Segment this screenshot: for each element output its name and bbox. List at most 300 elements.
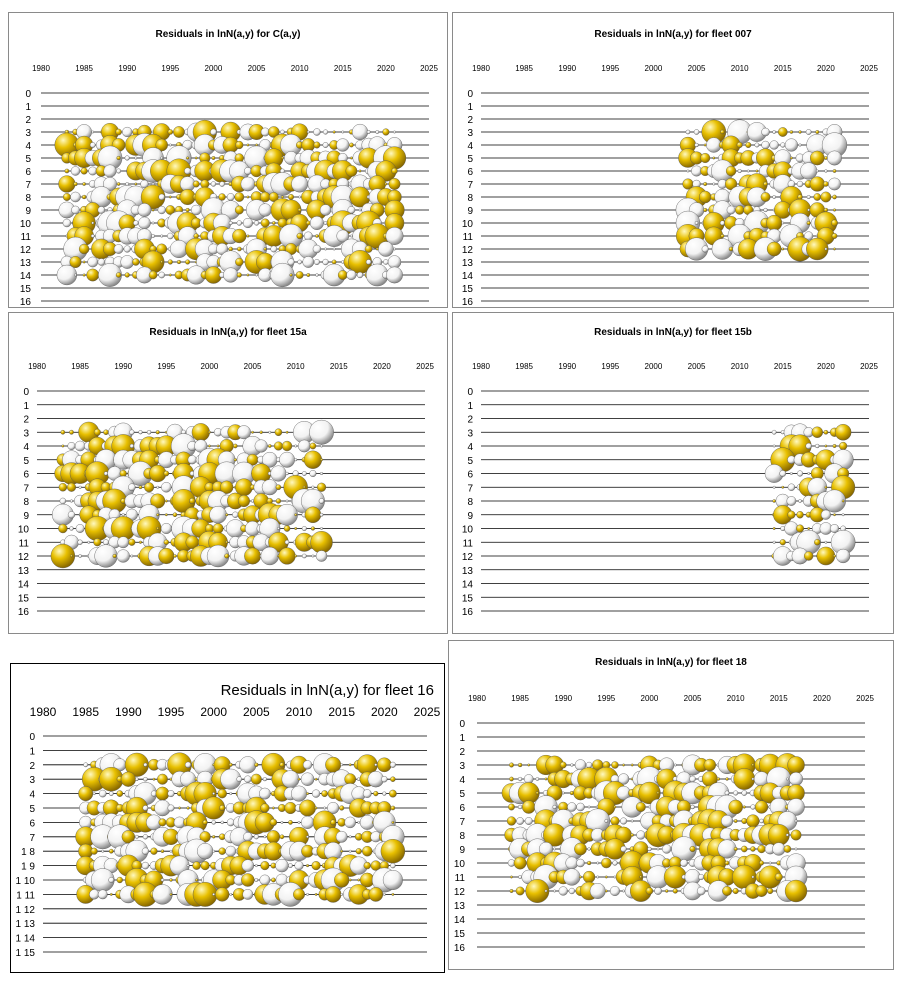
positive-residual-bubble bbox=[359, 170, 361, 172]
negative-residual-bubble bbox=[298, 440, 310, 452]
negative-residual-bubble bbox=[383, 893, 385, 895]
positive-residual-bubble bbox=[65, 169, 69, 173]
positive-residual-bubble bbox=[157, 527, 159, 529]
negative-residual-bubble bbox=[336, 139, 349, 152]
chart-panel-fleet-18 bbox=[448, 640, 894, 970]
negative-residual-bubble bbox=[294, 458, 297, 461]
positive-residual-bubble bbox=[215, 887, 229, 901]
negative-residual-bubble bbox=[697, 887, 705, 895]
positive-residual-bubble bbox=[152, 209, 154, 211]
positive-residual-bubble bbox=[741, 846, 747, 852]
negative-residual-bubble bbox=[116, 169, 121, 174]
y-tick-label: 10 bbox=[461, 524, 473, 536]
y-tick-label: 5 bbox=[467, 455, 473, 467]
x-tick-label: 1985 bbox=[515, 64, 534, 73]
positive-residual-bubble bbox=[833, 169, 836, 172]
positive-residual-bubble bbox=[260, 192, 270, 202]
chart-title: Residuals in lnN(a,y) for C(a,y) bbox=[155, 29, 301, 40]
positive-residual-bubble bbox=[332, 260, 336, 264]
negative-residual-bubble bbox=[161, 878, 164, 881]
negative-residual-bubble bbox=[786, 778, 788, 780]
bubble-chart-fleet-007 bbox=[453, 13, 894, 308]
positive-residual-bubble bbox=[235, 206, 243, 214]
positive-residual-bubble bbox=[364, 862, 371, 869]
negative-residual-bubble bbox=[160, 235, 163, 238]
negative-residual-bubble bbox=[139, 430, 143, 434]
negative-residual-bubble bbox=[306, 836, 308, 838]
positive-residual-bubble bbox=[350, 157, 352, 159]
negative-residual-bubble bbox=[393, 131, 395, 133]
positive-residual-bubble bbox=[321, 790, 327, 796]
negative-residual-bubble bbox=[342, 131, 344, 133]
positive-residual-bubble bbox=[611, 762, 618, 769]
positive-residual-bubble bbox=[94, 538, 102, 546]
x-tick-label: 2025 bbox=[860, 362, 878, 371]
negative-residual-bubble bbox=[393, 248, 395, 250]
positive-residual-bubble bbox=[735, 206, 744, 215]
chart-panel-fleet-007 bbox=[452, 12, 894, 308]
positive-residual-bubble bbox=[631, 764, 633, 766]
positive-residual-bubble bbox=[807, 221, 811, 225]
positive-residual-bubble bbox=[83, 261, 85, 263]
negative-residual-bubble bbox=[636, 831, 645, 840]
y-tick-label: 2 bbox=[23, 414, 29, 426]
y-tick-label: 2 bbox=[25, 115, 31, 126]
negative-residual-bubble bbox=[161, 157, 163, 159]
positive-residual-bubble bbox=[247, 196, 249, 198]
positive-residual-bubble bbox=[330, 820, 335, 825]
negative-residual-bubble bbox=[738, 169, 742, 173]
negative-residual-bubble bbox=[525, 817, 532, 824]
x-tick-label: 1980 bbox=[28, 362, 46, 371]
positive-residual-bubble bbox=[178, 807, 180, 809]
positive-residual-bubble bbox=[810, 151, 824, 165]
negative-residual-bubble bbox=[762, 141, 770, 149]
positive-residual-bubble bbox=[173, 554, 176, 557]
negative-residual-bubble bbox=[211, 182, 216, 187]
positive-residual-bubble bbox=[268, 444, 271, 447]
negative-residual-bubble bbox=[307, 131, 309, 133]
x-tick-label: 2010 bbox=[286, 362, 305, 371]
positive-residual-bubble bbox=[657, 792, 659, 794]
negative-residual-bubble bbox=[654, 887, 661, 894]
y-tick-label: 15 bbox=[461, 284, 473, 295]
negative-residual-bubble bbox=[99, 790, 106, 797]
positive-residual-bubble bbox=[303, 486, 305, 488]
positive-residual-bubble bbox=[62, 445, 64, 447]
negative-residual-bubble bbox=[117, 550, 130, 563]
positive-residual-bubble bbox=[244, 548, 260, 564]
negative-residual-bubble bbox=[310, 216, 323, 229]
negative-residual-bubble bbox=[294, 445, 296, 447]
x-tick-label: 1995 bbox=[601, 64, 620, 73]
negative-residual-bubble bbox=[576, 859, 584, 867]
x-tick-label: 1990 bbox=[114, 362, 133, 371]
positive-residual-bubble bbox=[241, 874, 254, 887]
y-tick-label: 9 bbox=[467, 206, 473, 217]
positive-residual-bubble bbox=[83, 182, 86, 185]
negative-residual-bubble bbox=[281, 821, 283, 823]
y-tick-label: 14 bbox=[461, 579, 473, 591]
negative-residual-bubble bbox=[647, 847, 651, 851]
positive-residual-bubble bbox=[785, 880, 807, 902]
positive-residual-bubble bbox=[251, 431, 253, 433]
negative-residual-bubble bbox=[815, 444, 819, 448]
positive-residual-bubble bbox=[165, 514, 167, 516]
negative-residual-bubble bbox=[657, 848, 659, 850]
negative-residual-bubble bbox=[780, 143, 785, 148]
positive-residual-bubble bbox=[103, 430, 108, 435]
negative-residual-bubble bbox=[151, 234, 154, 237]
positive-residual-bubble bbox=[646, 887, 653, 894]
positive-residual-bubble bbox=[185, 260, 190, 265]
bubble-chart-fleet-16 bbox=[11, 664, 445, 973]
y-tick-label: 6 bbox=[25, 167, 31, 178]
positive-residual-bubble bbox=[294, 555, 296, 557]
positive-residual-bubble bbox=[305, 507, 321, 523]
negative-residual-bubble bbox=[75, 441, 85, 451]
y-tick-label: 0 bbox=[23, 387, 29, 398]
positive-residual-bubble bbox=[158, 548, 174, 564]
positive-residual-bubble bbox=[117, 791, 123, 797]
negative-residual-bubble bbox=[76, 524, 84, 532]
positive-residual-bubble bbox=[560, 762, 566, 768]
chart-panel-fleet-15a bbox=[8, 312, 448, 634]
chart-title: Residuals in lnN(a,y) for fleet 16 bbox=[220, 682, 434, 699]
positive-residual-bubble bbox=[304, 451, 322, 469]
positive-residual-bubble bbox=[812, 427, 823, 438]
negative-residual-bubble bbox=[366, 259, 371, 264]
positive-residual-bubble bbox=[640, 876, 642, 878]
x-tick-label: 2010 bbox=[730, 362, 749, 371]
negative-residual-bubble bbox=[605, 819, 608, 822]
negative-residual-bubble bbox=[383, 259, 388, 264]
negative-residual-bubble bbox=[750, 805, 755, 810]
x-tick-label: 1995 bbox=[161, 64, 180, 73]
positive-residual-bubble bbox=[345, 774, 356, 785]
positive-residual-bubble bbox=[161, 850, 164, 853]
negative-residual-bubble bbox=[319, 498, 324, 503]
negative-residual-bubble bbox=[320, 205, 331, 216]
negative-residual-bubble bbox=[153, 884, 173, 904]
negative-residual-bubble bbox=[694, 129, 699, 134]
negative-residual-bubble bbox=[733, 791, 738, 796]
negative-residual-bubble bbox=[713, 183, 716, 186]
positive-residual-bubble bbox=[804, 552, 813, 561]
negative-residual-bubble bbox=[825, 248, 827, 250]
positive-residual-bubble bbox=[729, 800, 743, 814]
negative-residual-bubble bbox=[320, 527, 322, 529]
positive-residual-bubble bbox=[165, 500, 167, 502]
y-tick-label: 2 bbox=[467, 414, 473, 426]
positive-residual-bubble bbox=[82, 195, 86, 199]
negative-residual-bubble bbox=[103, 539, 109, 545]
negative-residual-bubble bbox=[795, 820, 797, 822]
positive-residual-bubble bbox=[601, 858, 611, 868]
negative-residual-bubble bbox=[242, 860, 254, 872]
positive-residual-bubble bbox=[673, 889, 678, 894]
x-tick-label: 2010 bbox=[726, 694, 745, 703]
positive-residual-bubble bbox=[704, 759, 716, 771]
negative-residual-bubble bbox=[243, 832, 252, 841]
positive-residual-bubble bbox=[349, 764, 351, 766]
negative-residual-bubble bbox=[138, 217, 150, 229]
negative-residual-bubble bbox=[559, 887, 568, 896]
negative-residual-bubble bbox=[569, 888, 575, 894]
positive-residual-bubble bbox=[173, 513, 177, 517]
y-tick-label: 1 9 bbox=[21, 861, 35, 873]
positive-residual-bubble bbox=[186, 208, 190, 212]
positive-residual-bubble bbox=[225, 513, 228, 516]
positive-residual-bubble bbox=[135, 183, 137, 185]
y-tick-label: 13 bbox=[19, 258, 31, 269]
y-tick-label: 7 bbox=[29, 832, 35, 844]
negative-residual-bubble bbox=[836, 549, 850, 563]
negative-residual-bubble bbox=[621, 846, 627, 852]
positive-residual-bubble bbox=[79, 244, 89, 254]
y-tick-label: 15 bbox=[453, 929, 465, 940]
positive-residual-bubble bbox=[233, 444, 237, 448]
positive-residual-bubble bbox=[839, 442, 847, 450]
negative-residual-bubble bbox=[212, 820, 216, 824]
positive-residual-bubble bbox=[605, 876, 607, 878]
y-tick-label: 8 bbox=[467, 193, 473, 204]
x-tick-label: 1980 bbox=[468, 694, 486, 703]
positive-residual-bubble bbox=[132, 258, 139, 265]
negative-residual-bubble bbox=[789, 772, 802, 785]
negative-residual-bubble bbox=[91, 234, 94, 237]
negative-residual-bubble bbox=[170, 850, 172, 852]
negative-residual-bubble bbox=[382, 792, 386, 796]
negative-residual-bubble bbox=[255, 864, 257, 866]
positive-residual-bubble bbox=[536, 792, 539, 795]
positive-residual-bubble bbox=[824, 430, 828, 434]
positive-residual-bubble bbox=[389, 178, 400, 189]
positive-residual-bubble bbox=[81, 168, 88, 175]
negative-residual-bubble bbox=[78, 540, 83, 545]
negative-residual-bubble bbox=[302, 471, 306, 475]
bubble-chart-fleet-18 bbox=[449, 641, 894, 970]
negative-residual-bubble bbox=[698, 874, 704, 880]
positive-residual-bubble bbox=[787, 756, 804, 773]
positive-residual-bubble bbox=[298, 778, 300, 780]
positive-residual-bubble bbox=[767, 242, 781, 256]
positive-residual-bubble bbox=[780, 539, 786, 545]
positive-residual-bubble bbox=[234, 458, 237, 461]
negative-residual-bubble bbox=[320, 472, 323, 475]
positive-residual-bubble bbox=[756, 885, 767, 896]
y-tick-label: 2 bbox=[459, 747, 465, 758]
positive-residual-bubble bbox=[756, 170, 758, 172]
y-tick-label: 0 bbox=[467, 387, 473, 398]
negative-residual-bubble bbox=[367, 130, 370, 133]
negative-residual-bubble bbox=[142, 848, 149, 855]
negative-residual-bubble bbox=[340, 764, 342, 766]
x-tick-label: 1985 bbox=[511, 694, 530, 703]
positive-residual-bubble bbox=[389, 790, 396, 797]
negative-residual-bubble bbox=[70, 527, 74, 531]
x-tick-label: 2005 bbox=[242, 705, 270, 719]
positive-residual-bubble bbox=[320, 459, 322, 461]
positive-residual-bubble bbox=[276, 485, 281, 490]
negative-residual-bubble bbox=[125, 156, 130, 161]
negative-residual-bubble bbox=[588, 848, 591, 851]
x-tick-label: 2025 bbox=[416, 362, 434, 371]
negative-residual-bubble bbox=[795, 848, 797, 850]
positive-residual-bubble bbox=[312, 861, 321, 870]
y-tick-label: 6 bbox=[29, 818, 35, 830]
positive-residual-bubble bbox=[129, 539, 136, 546]
bubble-chart-fleet-15a bbox=[9, 313, 448, 634]
positive-residual-bubble bbox=[807, 527, 809, 529]
negative-residual-bubble bbox=[237, 777, 242, 782]
x-tick-label: 1990 bbox=[558, 64, 577, 73]
x-tick-label: 1985 bbox=[72, 705, 100, 719]
negative-residual-bubble bbox=[799, 144, 802, 147]
positive-residual-bubble bbox=[373, 791, 378, 796]
positive-residual-bubble bbox=[790, 157, 792, 159]
x-tick-label: 2010 bbox=[730, 64, 749, 73]
x-tick-label: 2005 bbox=[687, 64, 706, 73]
y-tick-label: 16 bbox=[19, 297, 31, 308]
positive-residual-bubble bbox=[766, 215, 782, 231]
positive-residual-bubble bbox=[285, 802, 297, 814]
positive-residual-bubble bbox=[156, 787, 169, 800]
negative-residual-bubble bbox=[727, 206, 735, 214]
negative-residual-bubble bbox=[764, 208, 768, 212]
negative-residual-bubble bbox=[352, 124, 368, 140]
x-tick-label: 1990 bbox=[118, 64, 137, 73]
x-tick-label: 1995 bbox=[157, 705, 185, 719]
negative-residual-bubble bbox=[70, 192, 80, 202]
negative-residual-bubble bbox=[275, 859, 288, 872]
positive-residual-bubble bbox=[514, 857, 526, 869]
negative-residual-bubble bbox=[135, 835, 138, 838]
y-tick-label: 11 bbox=[20, 232, 31, 243]
negative-residual-bubble bbox=[680, 859, 687, 866]
positive-residual-bubble bbox=[722, 886, 731, 895]
positive-residual-bubble bbox=[288, 194, 294, 200]
negative-residual-bubble bbox=[244, 776, 251, 783]
y-tick-label: 4 bbox=[459, 775, 465, 786]
y-tick-label: 4 bbox=[25, 141, 31, 152]
positive-residual-bubble bbox=[59, 483, 67, 491]
positive-residual-bubble bbox=[799, 131, 802, 134]
positive-residual-bubble bbox=[159, 819, 166, 826]
negative-residual-bubble bbox=[102, 850, 104, 852]
negative-residual-bubble bbox=[118, 537, 129, 548]
x-tick-label: 2020 bbox=[370, 705, 398, 719]
negative-residual-bubble bbox=[312, 790, 320, 798]
positive-residual-bubble bbox=[700, 153, 710, 163]
positive-residual-bubble bbox=[187, 807, 190, 810]
negative-residual-bubble bbox=[121, 255, 134, 268]
negative-residual-bubble bbox=[695, 221, 698, 224]
positive-residual-bubble bbox=[306, 864, 309, 867]
y-tick-label: 16 bbox=[453, 943, 465, 954]
negative-residual-bubble bbox=[390, 863, 395, 868]
negative-residual-bubble bbox=[264, 836, 266, 838]
positive-residual-bubble bbox=[225, 541, 227, 543]
y-tick-label: 3 bbox=[467, 428, 473, 440]
positive-residual-bubble bbox=[192, 423, 210, 441]
negative-residual-bubble bbox=[690, 776, 696, 782]
positive-residual-bubble bbox=[824, 156, 827, 159]
negative-residual-bubble bbox=[516, 817, 523, 824]
positive-residual-bubble bbox=[254, 763, 258, 767]
y-tick-label: 12 bbox=[17, 552, 29, 563]
negative-residual-bubble bbox=[553, 848, 555, 850]
positive-residual-bubble bbox=[194, 234, 199, 239]
negative-residual-bubble bbox=[277, 527, 279, 529]
positive-residual-bubble bbox=[391, 806, 395, 810]
positive-residual-bubble bbox=[778, 127, 787, 136]
negative-residual-bubble bbox=[89, 890, 99, 900]
y-tick-label: 6 bbox=[23, 469, 29, 481]
positive-residual-bubble bbox=[509, 763, 514, 768]
positive-residual-bubble bbox=[570, 791, 574, 795]
negative-residual-bubble bbox=[79, 554, 82, 557]
y-tick-label: 16 bbox=[461, 607, 473, 618]
positive-residual-bubble bbox=[516, 887, 524, 895]
y-tick-label: 3 bbox=[25, 128, 31, 139]
negative-residual-bubble bbox=[518, 777, 522, 781]
negative-residual-bubble bbox=[212, 850, 214, 852]
negative-residual-bubble bbox=[314, 259, 320, 265]
x-tick-label: 2015 bbox=[333, 64, 352, 73]
positive-residual-bubble bbox=[279, 548, 296, 565]
positive-residual-bubble bbox=[713, 157, 715, 159]
positive-residual-bubble bbox=[235, 192, 244, 201]
negative-residual-bubble bbox=[797, 471, 803, 477]
y-tick-label: 3 bbox=[23, 428, 29, 440]
positive-residual-bubble bbox=[796, 525, 804, 533]
x-tick-label: 2010 bbox=[290, 64, 309, 73]
positive-residual-bubble bbox=[212, 835, 215, 838]
x-tick-label: 2005 bbox=[247, 64, 266, 73]
positive-residual-bubble bbox=[117, 877, 123, 883]
negative-residual-bubble bbox=[695, 143, 699, 147]
negative-residual-bubble bbox=[243, 889, 253, 899]
negative-residual-bubble bbox=[773, 195, 776, 198]
negative-residual-bubble bbox=[138, 203, 151, 216]
positive-residual-bubble bbox=[271, 878, 275, 882]
positive-residual-bubble bbox=[725, 861, 729, 865]
positive-residual-bubble bbox=[282, 441, 292, 451]
positive-residual-bubble bbox=[294, 527, 296, 529]
negative-residual-bubble bbox=[586, 762, 592, 768]
negative-residual-bubble bbox=[597, 876, 599, 878]
negative-residual-bubble bbox=[291, 176, 307, 192]
positive-residual-bubble bbox=[759, 861, 763, 865]
positive-residual-bubble bbox=[237, 273, 242, 278]
negative-residual-bubble bbox=[92, 131, 94, 133]
negative-residual-bubble bbox=[161, 482, 171, 492]
negative-residual-bubble bbox=[79, 486, 82, 489]
positive-residual-bubble bbox=[315, 234, 318, 237]
positive-residual-bubble bbox=[251, 774, 262, 785]
negative-residual-bubble bbox=[691, 805, 695, 809]
negative-residual-bubble bbox=[720, 221, 725, 226]
negative-residual-bubble bbox=[135, 778, 138, 781]
y-tick-label: 1 11 bbox=[16, 890, 35, 902]
positive-residual-bubble bbox=[631, 834, 634, 837]
negative-residual-bubble bbox=[674, 764, 676, 766]
negative-residual-bubble bbox=[122, 513, 125, 516]
positive-residual-bubble bbox=[358, 879, 360, 881]
negative-residual-bubble bbox=[212, 893, 214, 895]
negative-residual-bubble bbox=[563, 869, 580, 886]
